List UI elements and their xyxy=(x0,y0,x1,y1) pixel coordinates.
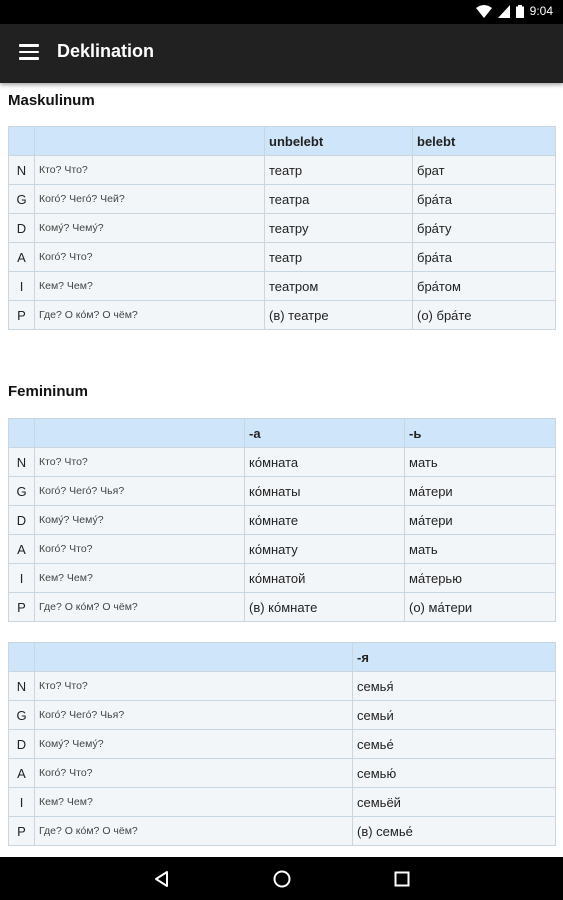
declension-table-maskulinum xyxy=(8,126,556,330)
app-bar xyxy=(0,24,563,83)
page-title: Deklination xyxy=(57,41,155,61)
form-cell: семьёй xyxy=(353,788,556,817)
form-cell: семье́ xyxy=(353,730,556,759)
table-row xyxy=(9,593,556,622)
form-cell: брат xyxy=(413,156,556,185)
form-cell: театра xyxy=(265,185,413,214)
form-cell: бра́ту xyxy=(413,214,556,243)
question-cell: Кого́? Чего́? Чья? xyxy=(35,701,353,730)
form-cell: (в) театре xyxy=(265,301,413,330)
declension-table-femininum xyxy=(8,418,556,622)
question-cell: Кого́? Что? xyxy=(35,759,353,788)
question-cell: Кому́? Чему́? xyxy=(35,214,265,243)
question-cell: Кому́? Чему́? xyxy=(35,730,353,759)
case-cell: D xyxy=(9,506,35,535)
case-cell: P xyxy=(9,301,35,330)
form-cell: (о) ма́тери xyxy=(405,593,556,622)
form-cell: театр xyxy=(265,243,413,272)
column-header: -а xyxy=(245,419,405,448)
question-cell: Кем? Чем? xyxy=(35,564,245,593)
case-cell: D xyxy=(9,730,35,759)
question-cell: Кто? Что? xyxy=(35,448,245,477)
header-empty-cell xyxy=(35,127,265,156)
case-cell: A xyxy=(9,535,35,564)
question-cell: Кем? Чем? xyxy=(35,272,265,301)
case-cell: D xyxy=(9,214,35,243)
question-cell: Кто? Что? xyxy=(35,672,353,701)
case-cell: N xyxy=(9,672,35,701)
header-empty-cell xyxy=(35,419,245,448)
signal-icon xyxy=(498,5,510,18)
table-header-row xyxy=(9,127,556,156)
menu-icon[interactable] xyxy=(19,44,39,60)
form-cell: (в) ко́мнате xyxy=(245,593,405,622)
question-cell: Кого́? Чего́? Чей? xyxy=(35,185,265,214)
header-empty-cell xyxy=(9,419,35,448)
table-row xyxy=(9,477,556,506)
case-cell: P xyxy=(9,593,35,622)
table-row xyxy=(9,535,556,564)
table-row xyxy=(9,672,556,701)
form-cell: семью́ xyxy=(353,759,556,788)
question-cell: Где? О ко́м? О чём? xyxy=(35,817,353,846)
clock: 9:04 xyxy=(529,4,553,18)
question-cell: Кого́? Что? xyxy=(35,243,265,272)
table-row xyxy=(9,301,556,330)
case-cell: G xyxy=(9,701,35,730)
navigation-bar xyxy=(0,857,563,900)
back-icon[interactable] xyxy=(152,869,172,889)
question-cell: Где? О ко́м? О чём? xyxy=(35,301,265,330)
header-empty-cell xyxy=(9,643,35,672)
form-cell: ко́мнаты xyxy=(245,477,405,506)
declension-content[interactable] xyxy=(0,83,563,857)
status-icons xyxy=(476,4,553,18)
header-empty-cell xyxy=(35,643,353,672)
table-row xyxy=(9,243,556,272)
table-row xyxy=(9,701,556,730)
case-cell: I xyxy=(9,564,35,593)
table-row xyxy=(9,272,556,301)
status-bar xyxy=(0,0,563,24)
form-cell: ко́мната xyxy=(245,448,405,477)
case-cell: A xyxy=(9,243,35,272)
case-cell: G xyxy=(9,185,35,214)
home-icon[interactable] xyxy=(272,869,292,889)
question-cell: Кому́? Чему́? xyxy=(35,506,245,535)
form-cell: ма́тери xyxy=(405,506,556,535)
table-row xyxy=(9,448,556,477)
form-cell: мать xyxy=(405,535,556,564)
table-row xyxy=(9,156,556,185)
table-row xyxy=(9,506,556,535)
table-row xyxy=(9,730,556,759)
question-cell: Кого́? Чего́? Чья? xyxy=(35,477,245,506)
table-header-row xyxy=(9,643,556,672)
form-cell: семья́ xyxy=(353,672,556,701)
question-cell: Кто? Что? xyxy=(35,156,265,185)
form-cell: театру xyxy=(265,214,413,243)
form-cell: семьи́ xyxy=(353,701,556,730)
form-cell: (о) бра́те xyxy=(413,301,556,330)
form-cell: (в) семье́ xyxy=(353,817,556,846)
form-cell: ма́тери xyxy=(405,477,556,506)
column-header: unbelebt xyxy=(265,127,413,156)
case-cell: A xyxy=(9,759,35,788)
form-cell: ко́мнатой xyxy=(245,564,405,593)
question-cell: Кого́? Что? xyxy=(35,535,245,564)
form-cell: театром xyxy=(265,272,413,301)
column-header: belebt xyxy=(413,127,556,156)
table-row xyxy=(9,788,556,817)
section-title-maskulinum: Maskulinum xyxy=(8,92,95,109)
form-cell: театр xyxy=(265,156,413,185)
section-title-femininum: Femininum xyxy=(8,383,89,400)
table-row xyxy=(9,817,556,846)
case-cell: P xyxy=(9,817,35,846)
recents-icon[interactable] xyxy=(392,869,412,889)
header-empty-cell xyxy=(9,127,35,156)
table-row xyxy=(9,564,556,593)
case-cell: G xyxy=(9,477,35,506)
form-cell: мать xyxy=(405,448,556,477)
battery-icon xyxy=(516,5,524,18)
form-cell: бра́том xyxy=(413,272,556,301)
question-cell: Кем? Чем? xyxy=(35,788,353,817)
table-row xyxy=(9,185,556,214)
case-cell: I xyxy=(9,272,35,301)
declension-table-femininum-ya xyxy=(8,642,556,846)
table-row xyxy=(9,214,556,243)
column-header: -ь xyxy=(405,419,556,448)
form-cell: бра́та xyxy=(413,185,556,214)
case-cell: I xyxy=(9,788,35,817)
table-header-row xyxy=(9,419,556,448)
form-cell: ма́терью xyxy=(405,564,556,593)
wifi-icon xyxy=(476,5,492,18)
column-header: -я xyxy=(353,643,556,672)
case-cell: N xyxy=(9,156,35,185)
case-cell: N xyxy=(9,448,35,477)
table-row xyxy=(9,759,556,788)
question-cell: Где? О ко́м? О чём? xyxy=(35,593,245,622)
form-cell: ко́мнате xyxy=(245,506,405,535)
form-cell: бра́та xyxy=(413,243,556,272)
form-cell: ко́мнату xyxy=(245,535,405,564)
